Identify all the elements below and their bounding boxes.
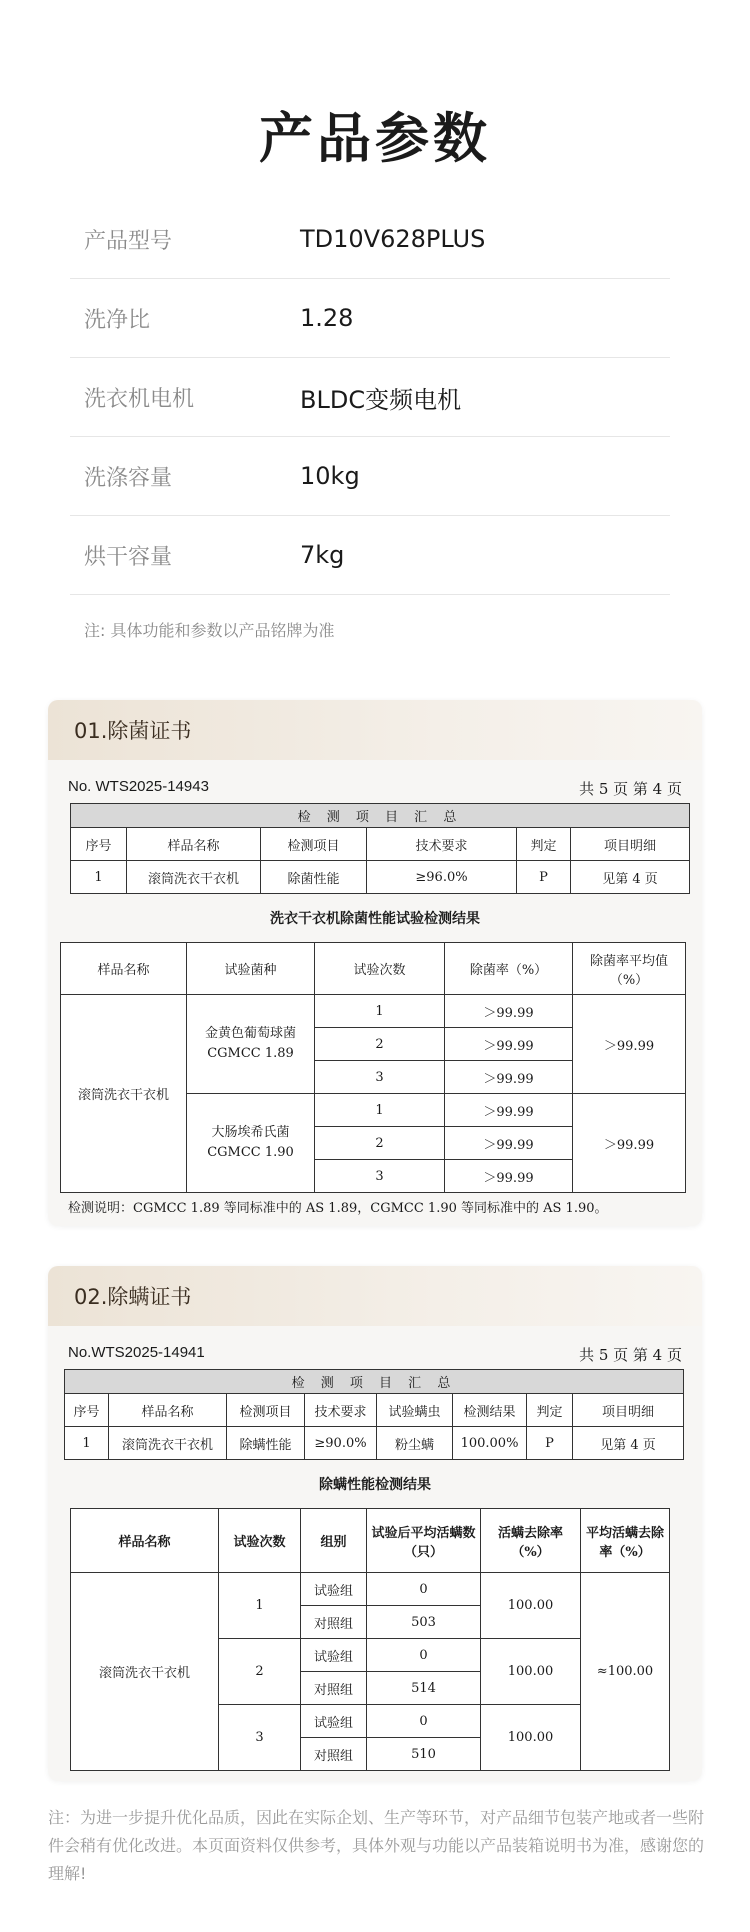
rate-value: ＞99.99 xyxy=(445,1094,573,1127)
table-cell: 1 xyxy=(71,861,127,894)
group-name: 试验组 xyxy=(301,1639,367,1672)
summary-title: 检 测 项 目 汇 总 xyxy=(71,804,690,828)
col-header: 序号 xyxy=(71,828,127,861)
param-value: BLDC变频电机 xyxy=(300,385,462,414)
test-explanation: 检测说明：CGMCC 1.89 等同标准中的 AS 1.89，CGMCC 1.90 等同标准中的 AS 1.90。 xyxy=(68,1201,608,1216)
table-cell: 见第 4 页 xyxy=(571,861,690,894)
removal-rate: 100.00 xyxy=(481,1705,581,1771)
params-note: 注: 具体功能和参数以产品铭牌为准 xyxy=(84,621,335,640)
mite-count: 0 xyxy=(367,1573,481,1606)
cert-page-info: 共 5 页 第 4 页 xyxy=(579,780,682,798)
param-row xyxy=(70,200,670,279)
param-row xyxy=(70,279,670,358)
summary-table xyxy=(64,1369,684,1460)
param-key: 洗涤容量 xyxy=(84,465,173,491)
col-header: 样品名称 xyxy=(71,1509,219,1573)
param-row xyxy=(70,358,670,437)
table-row xyxy=(71,1573,670,1606)
mite-count: 0 xyxy=(367,1705,481,1738)
page-title: 产品参数 xyxy=(259,107,491,170)
col-header: 样品名称 xyxy=(109,1394,227,1427)
group-name: 试验组 xyxy=(301,1573,367,1606)
antimite-cert-card xyxy=(48,1266,702,1781)
col-header: 序号 xyxy=(65,1394,109,1427)
param-key: 洗净比 xyxy=(84,307,151,333)
param-value: TD10V628PLUS xyxy=(300,225,486,253)
sample-name: 滚筒洗衣干衣机 xyxy=(71,1573,219,1771)
col-header: 试验次数 xyxy=(219,1509,301,1573)
cert-body xyxy=(48,760,702,1226)
summary-table xyxy=(70,803,690,894)
result-title: 洗衣干衣机除菌性能试验检测结果 xyxy=(270,911,480,927)
rate-value: ＞99.99 xyxy=(445,1127,573,1160)
cert-header-line xyxy=(68,778,682,799)
table-cell: 滚筒洗衣干衣机 xyxy=(109,1427,227,1460)
table-row xyxy=(61,995,686,1028)
col-header: 判定 xyxy=(517,828,571,861)
group-name: 试验组 xyxy=(301,1705,367,1738)
col-header: 技术要求 xyxy=(305,1394,377,1427)
removal-rate: 100.00 xyxy=(481,1639,581,1705)
param-value: 1.28 xyxy=(300,304,354,332)
rate-value: ＞99.99 xyxy=(445,1160,573,1193)
table-cell: 1 xyxy=(65,1427,109,1460)
cert-number: No. WTS2025-14943 xyxy=(68,778,209,795)
col-header: 检测项目 xyxy=(261,828,367,861)
param-key: 产品型号 xyxy=(84,228,173,254)
removal-rate: 100.00 xyxy=(481,1573,581,1639)
param-key: 洗衣机电机 xyxy=(84,386,195,412)
trial-number: 1 xyxy=(219,1573,301,1639)
table-cell: 见第 4 页 xyxy=(573,1427,684,1460)
params-list xyxy=(70,200,670,595)
col-header: 样品名称 xyxy=(61,943,187,995)
col-header: 项目明细 xyxy=(571,828,690,861)
col-header: 项目明细 xyxy=(573,1394,684,1427)
rate-value: ＞99.99 xyxy=(445,1028,573,1061)
run-number: 3 xyxy=(315,1061,445,1094)
summary-title: 检 测 项 目 汇 总 xyxy=(65,1370,684,1394)
strain-name: 大肠埃希氏菌 CGMCC 1.90 xyxy=(187,1094,315,1193)
param-row xyxy=(70,437,670,516)
col-header: 活螨去除率（%） xyxy=(481,1509,581,1573)
rate-value: ＞99.99 xyxy=(445,995,573,1028)
cert-page-info: 共 5 页 第 4 页 xyxy=(579,1346,682,1364)
run-number: 3 xyxy=(315,1160,445,1193)
avg-rate: ＞99.99 xyxy=(573,1094,686,1193)
table-cell: ≥96.0% xyxy=(367,861,517,894)
col-header: 试验螨虫 xyxy=(377,1394,453,1427)
mite-count: 514 xyxy=(367,1672,481,1705)
col-header: 试验菌种 xyxy=(187,943,315,995)
mite-count: 503 xyxy=(367,1606,481,1639)
cert-header-line xyxy=(68,1344,682,1365)
col-header: 试验后平均活螨数（只） xyxy=(367,1509,481,1573)
col-header: 除菌率平均值（%） xyxy=(573,943,686,995)
param-row xyxy=(70,516,670,595)
col-header: 试验次数 xyxy=(315,943,445,995)
trial-number: 3 xyxy=(219,1705,301,1771)
sample-name: 滚筒洗衣干衣机 xyxy=(61,995,187,1193)
group-name: 对照组 xyxy=(301,1738,367,1771)
mite-count: 0 xyxy=(367,1639,481,1672)
cert-number: No.WTS2025-14941 xyxy=(68,1344,205,1361)
col-header: 判定 xyxy=(527,1394,573,1427)
run-number: 1 xyxy=(315,1094,445,1127)
card-heading: 02.除螨证书 xyxy=(48,1266,702,1326)
col-header: 组别 xyxy=(301,1509,367,1573)
table-cell: P xyxy=(517,861,571,894)
col-header: 除菌率（%） xyxy=(445,943,573,995)
table-cell: P xyxy=(527,1427,573,1460)
table-row xyxy=(65,1427,684,1460)
rate-value: ＞99.99 xyxy=(445,1061,573,1094)
footer-note: 注：为进一步提升优化品质，因此在实际企划、生产等环节，对产品细节包装产地或者一些附件会稍有优化改进。本页面资料仅供参考，具体外观与功能以产品装箱说明书为准，感谢您的理解! xyxy=(48,1808,705,1883)
group-name: 对照组 xyxy=(301,1606,367,1639)
group-name: 对照组 xyxy=(301,1672,367,1705)
antibacterial-cert-card xyxy=(48,700,702,1226)
table-cell: 除菌性能 xyxy=(261,861,367,894)
param-value: 7kg xyxy=(300,541,345,569)
result-table xyxy=(60,942,686,1193)
card-heading: 01.除菌证书 xyxy=(48,700,702,760)
avg-rate: ＞99.99 xyxy=(573,995,686,1094)
table-cell: 除螨性能 xyxy=(227,1427,305,1460)
run-number: 2 xyxy=(315,1028,445,1061)
col-header: 检测结果 xyxy=(453,1394,527,1427)
cert-body xyxy=(48,1326,702,1781)
avg-removal-rate: ≈100.00 xyxy=(581,1573,670,1771)
mite-count: 510 xyxy=(367,1738,481,1771)
col-header: 技术要求 xyxy=(367,828,517,861)
col-header: 检测项目 xyxy=(227,1394,305,1427)
table-cell: ≥90.0% xyxy=(305,1427,377,1460)
col-header: 平均活螨去除率（%） xyxy=(581,1509,670,1573)
result-title: 除螨性能检测结果 xyxy=(319,1477,431,1493)
table-cell: 滚筒洗衣干衣机 xyxy=(127,861,261,894)
result-table xyxy=(70,1508,670,1771)
run-number: 1 xyxy=(315,995,445,1028)
table-cell: 粉尘螨 xyxy=(377,1427,453,1460)
run-number: 2 xyxy=(315,1127,445,1160)
table-row xyxy=(71,861,690,894)
table-cell: 100.00% xyxy=(453,1427,527,1460)
param-value: 10kg xyxy=(300,462,360,490)
trial-number: 2 xyxy=(219,1639,301,1705)
param-key: 烘干容量 xyxy=(84,544,173,570)
strain-name: 金黄色葡萄球菌 CGMCC 1.89 xyxy=(187,995,315,1094)
col-header: 样品名称 xyxy=(127,828,261,861)
